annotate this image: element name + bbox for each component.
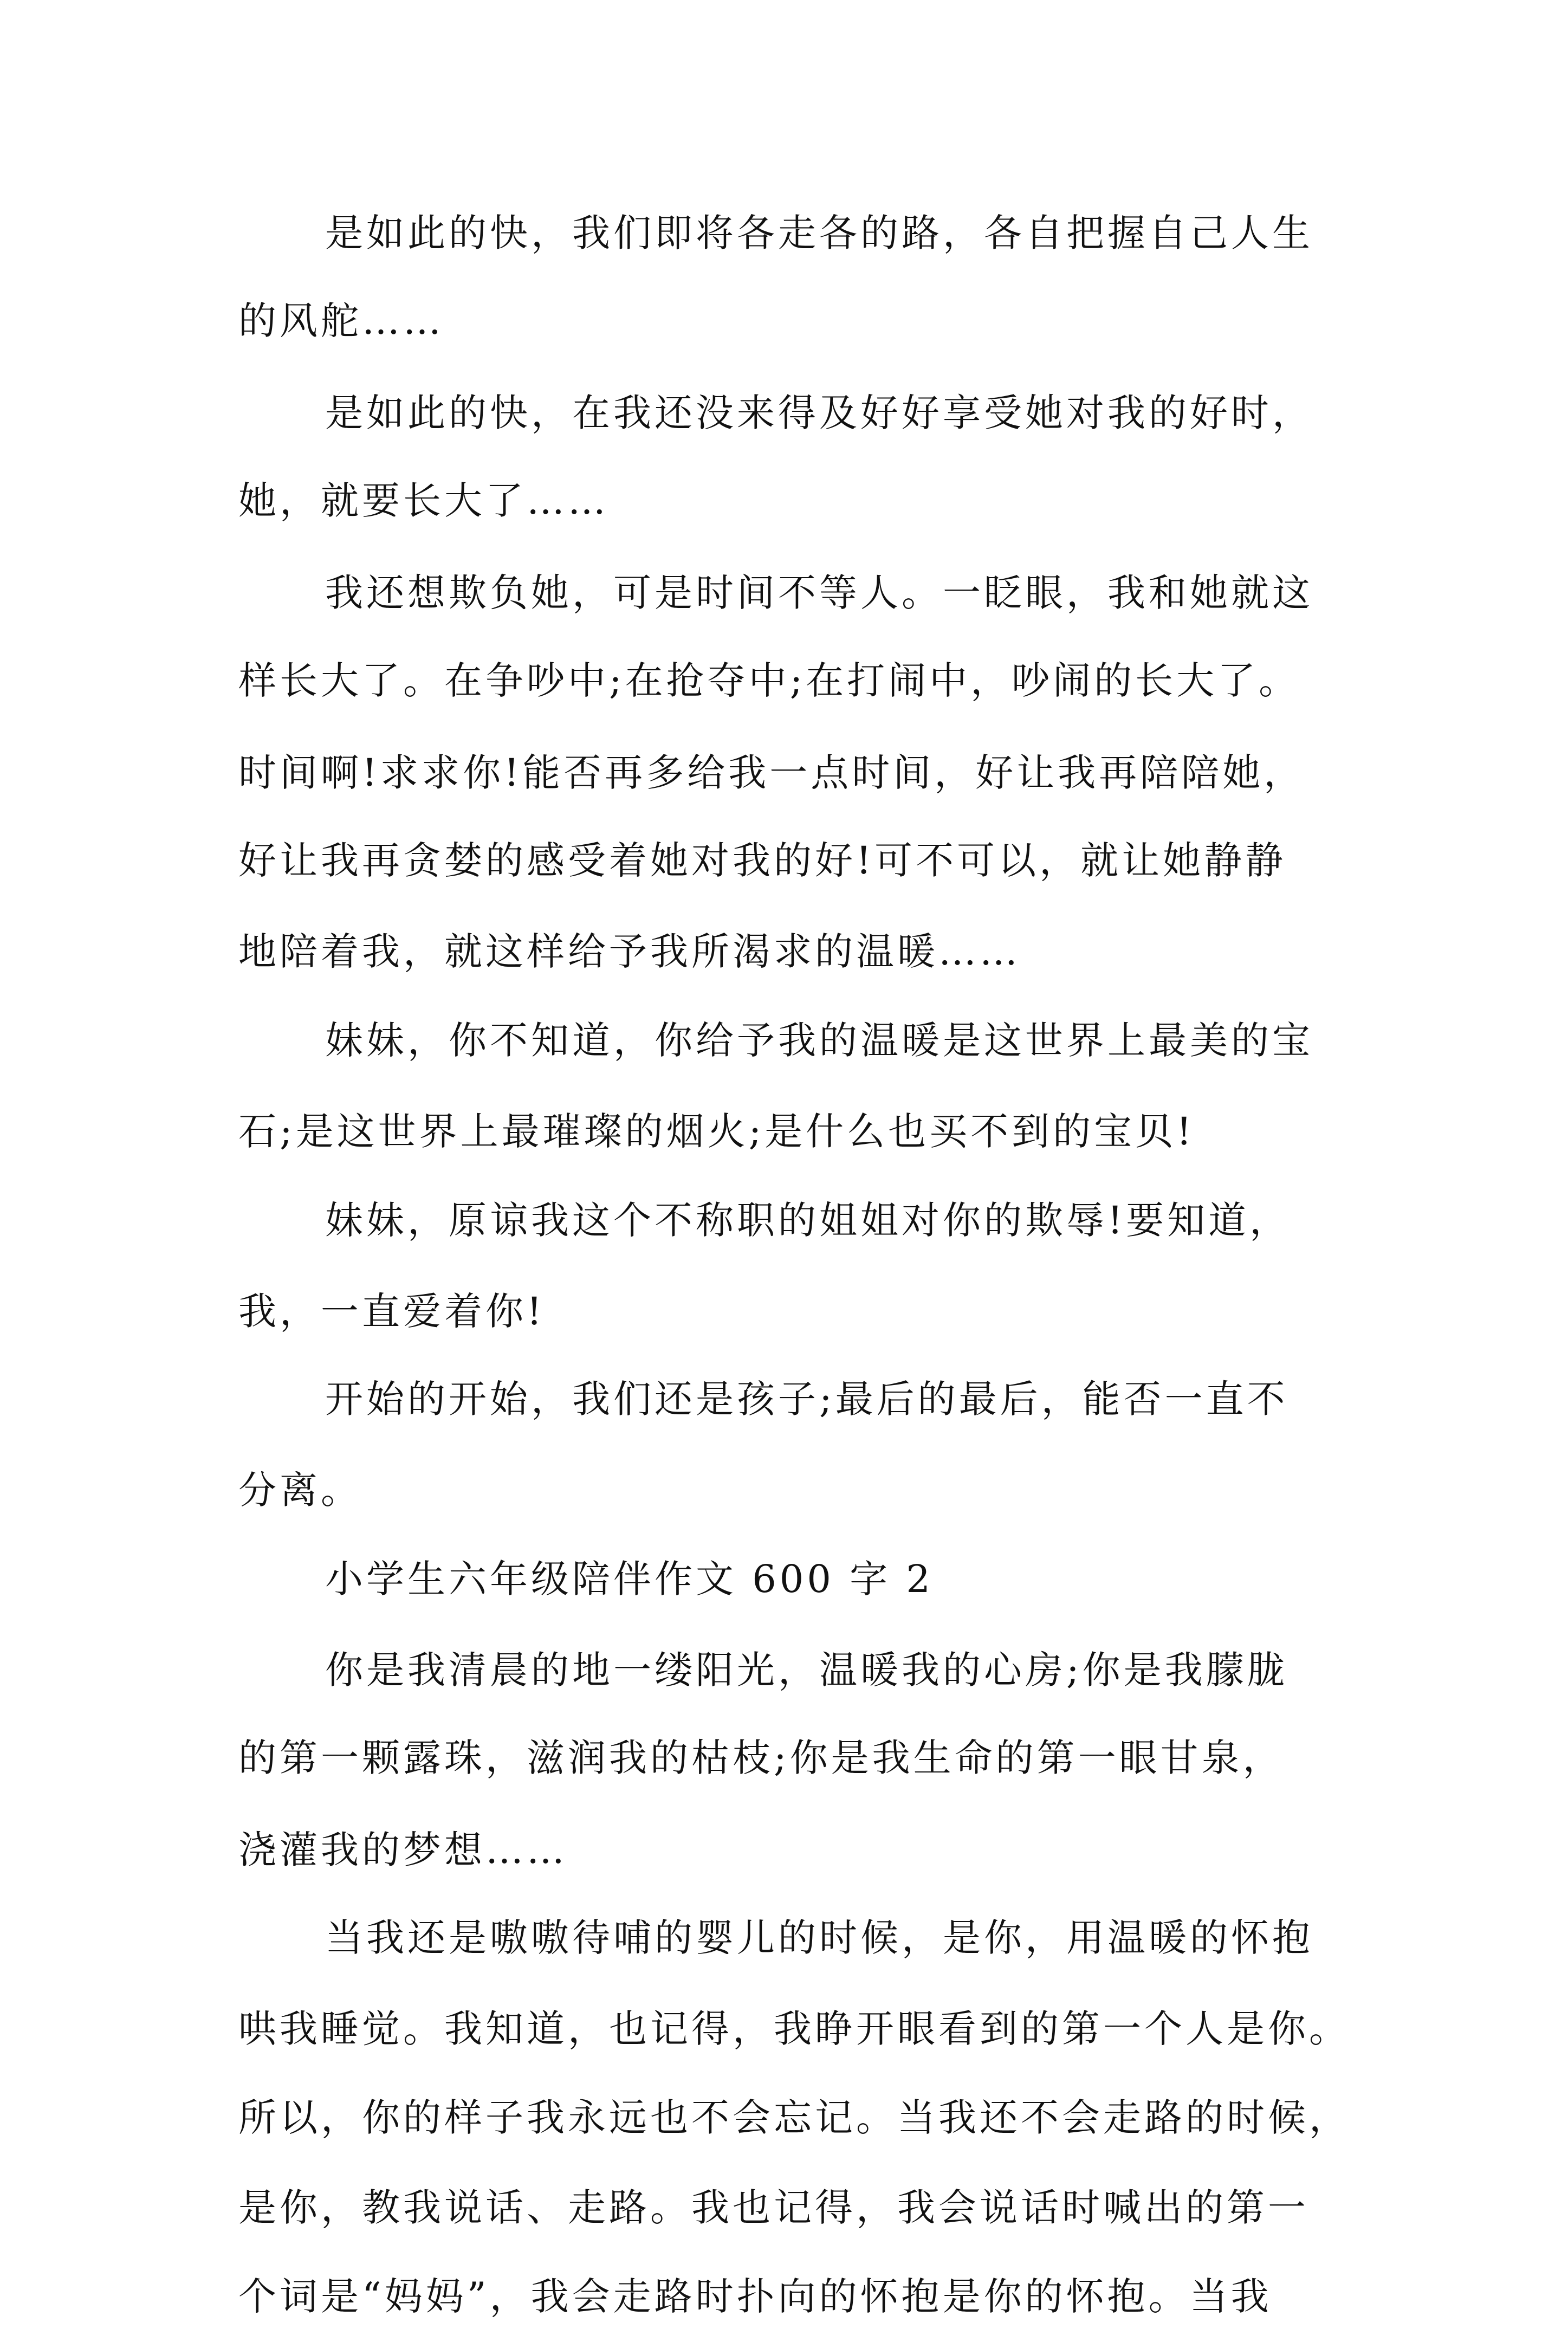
text-line: 我还想欺负她，可是时间不等人。一眨眼，我和她就这 <box>325 571 1313 615</box>
text-line: 妹妹，你不知道，你给予我的温暖是这世界上最美的宝 <box>325 1018 1313 1063</box>
text-line: 样长大了。在争吵中;在抢夺中;在打闹中，吵闹的长大了。 <box>238 658 1300 703</box>
text-line: 好让我再贪婪的感受着她对我的好!可不可以，就让她静静 <box>238 838 1287 883</box>
text-line: 时间啊!求求你!能否再多给我一点时间，好让我再陪陪她， <box>238 751 1305 795</box>
text-line: 当我还是嗷嗷待哺的婴儿的时候，是你，用温暖的怀抱 <box>325 1916 1313 1960</box>
text-line: 的风舵…… <box>238 299 444 343</box>
section-heading: 小学生六年级陪伴作文 600 字 2 <box>325 1557 934 1601</box>
text-line: 我，一直爱着你! <box>238 1289 546 1334</box>
text-line: 个词是“妈妈”，我会走路时扑向的怀抱是你的怀抱。当我 <box>238 2274 1272 2319</box>
text-line: 的第一颗露珠，滋润我的枯枝;你是我生命的第一眼甘泉， <box>238 1736 1284 1780</box>
text-line: 妹妹，原谅我这个不称职的姐姐对你的欺辱!要知道， <box>325 1198 1291 1243</box>
text-line: 你是我清晨的地一缕阳光，温暖我的心房;你是我朦胧 <box>325 1648 1288 1692</box>
text-line: 是如此的快，在我还没来得及好好享受她对我的好时， <box>325 391 1313 435</box>
text-line: 她，就要长大了…… <box>238 478 609 523</box>
text-line: 所以，你的样子我永远也不会忘记。当我还不会走路的时候， <box>238 2095 1350 2140</box>
text-line: 浇灌我的梦想…… <box>238 1828 568 1872</box>
text-line: 是你，教我说话、走路。我也记得，我会说话时喊出的第一 <box>238 2185 1309 2230</box>
text-line: 开始的开始，我们还是孩子;最后的最后，能否一直不 <box>325 1377 1288 1421</box>
text-line: 地陪着我，就这样给予我所渴求的温暖…… <box>238 929 1021 974</box>
text-line: 哄我睡觉。我知道，也记得，我睁开眼看到的第一个人是你。 <box>238 2007 1350 2051</box>
text-line: 石;是这世界上最璀璨的烟火;是什么也买不到的宝贝! <box>238 1109 1195 1154</box>
text-line: 是如此的快，我们即将各走各的路，各自把握自己人生 <box>325 211 1313 255</box>
text-line: 分离。 <box>238 1468 362 1512</box>
